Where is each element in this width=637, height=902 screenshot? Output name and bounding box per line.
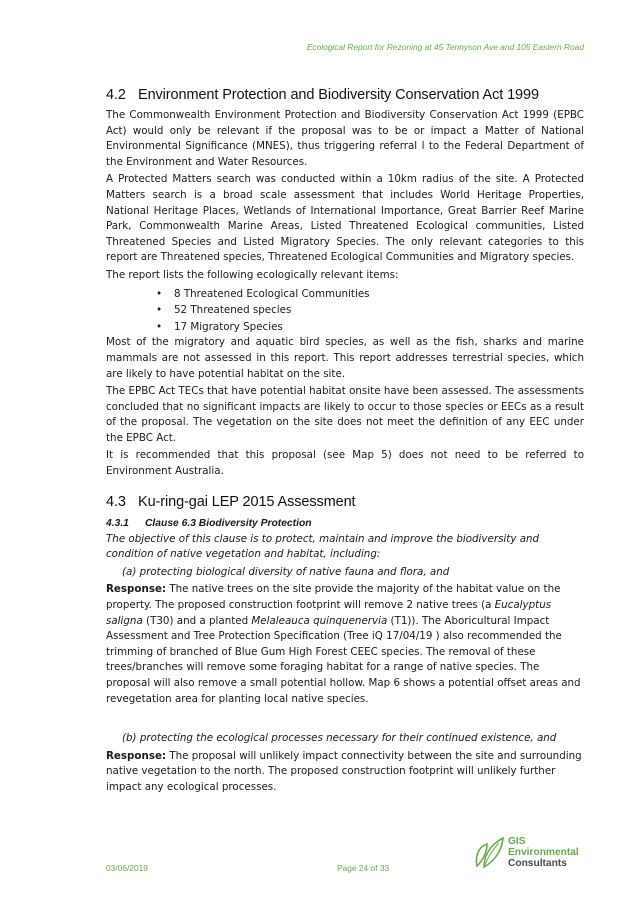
paragraph: The EPBC Act TECs that have potential habitat onsite have been assessed. The assessments concluded that no significant impacts are likely to occur to those species or EECs as a result of the proposal. The vegetation on the site does not meet the definition of any EEC under the EPBC Act. [106,385,584,444]
subsection-title: Clause 6.3 Biodiversity Protection [145,517,312,529]
section-title: Ku-ring-gai LEP 2015 Assessment [138,493,356,510]
clause-objective: The objective of this clause is to protect, maintain and improve the biodiversity and condition of native vegetation and habitat, including: [106,532,540,561]
footer-date: 03/06/2019 [106,863,148,873]
bullet-icon: • [156,304,163,317]
logo-wordmark: GIS Environmental Consultants [508,836,579,869]
bullet-icon: • [156,287,163,300]
paragraph: A Protected Matters search was conducted within a 10km radius of the site. A Protected Matters search is a broad scale assessment that includes World Heritage Properties, National Heritage Places, Wetlands of International Importance, Great Barrier Reef Marine Park, Commonwealth Marine Areas, Listed Threatened Ecological communities, Listed Threatened Species and Listed Migratory Species. The only relevant categories to this report are Threatened species, Threatened Ecological Communities and Migratory species. [106,173,584,264]
page-content [106,87,584,798]
section-heading-4-3 [106,494,584,510]
leaf-logo-icon [474,835,506,869]
response-label: Response: [106,583,167,596]
list-item: • 17 Migratory Species [156,319,584,336]
response-label: Response: [106,749,167,762]
response-b: Response: The proposal will unlikely impact connectivity between the site and surrounding native vegetation to the north. The proposed construction footprint will unlikely further impact any ecological processes. [106,749,582,793]
subsection-heading-4-3-1 [106,518,584,529]
subsection-number: 4.3.1 [106,517,129,529]
clause-item-b: (b) protecting the ecological processes necessary for their continued existence, and [122,732,557,745]
list-item: • 8 Threatened Ecological Communities [156,286,584,303]
species-name: Melaleauca quinquenervia [251,614,388,627]
list-item: • 52 Threatened species [156,302,584,319]
paragraph: The Commonwealth Environment Protection and Biodiversity Conservation Act 1999 (EPBC Act) would only be relevant if the proposal was to be or impact a Matter of National Environmental Significance (MNES), thus triggering referral l to the Federal Department of the Environment and Water Resources. [106,109,584,168]
response-a: Response: The native trees on the site provide the majority of the habitat value on the property. The proposed construction footprint will remove 2 native trees (a Eucalyptus saligna (T30) and a planted Melaleauca quinquenervia (T1)). The Aboricultural Impact Assessment and Tree Protection Specification (Tree iQ 17/04/19 ) also recommended the trimming of branched of Blue Gum High Forest CEEC species. The removal of these trees/branches will remove some foraging habitat for a range of native species. The proposal will also remove a small potential hollow. Map 6 shows a potential offset areas and revegetation area for planting local native species. [106,583,581,705]
bullet-icon: • [156,320,163,333]
paragraph: Most of the migratory and aquatic bird species, as well as the fish, sharks and marine mammals are not assessed in this report. This report addresses terrestrial species, which are likely to have potential habitat on the site. [106,336,584,380]
section-title: Environment Protection and Biodiversity Conservation Act 1999 [138,87,539,103]
section-number: 4.3 [106,493,126,510]
paragraph: It is recommended that this proposal (see Map 5) does not need to be referred to Environment Australia. [106,449,584,478]
section-number: 4.2 [106,87,126,103]
company-logo [474,833,584,875]
bullet-list [106,286,584,336]
footer-page-number: Page 24 of 33 [337,863,390,873]
section-heading-4-2 [106,87,584,103]
species-name: Eucalyptus saligna [106,599,552,627]
running-header: Ecological Report for Rezoning at 45 Tennyson Ave and 105 Eastern Road [306,42,584,52]
clause-item-a: (a) protecting biological diversity of native fauna and flora, and [122,565,450,578]
paragraph: The report lists the following ecologically relevant items: [106,268,399,281]
